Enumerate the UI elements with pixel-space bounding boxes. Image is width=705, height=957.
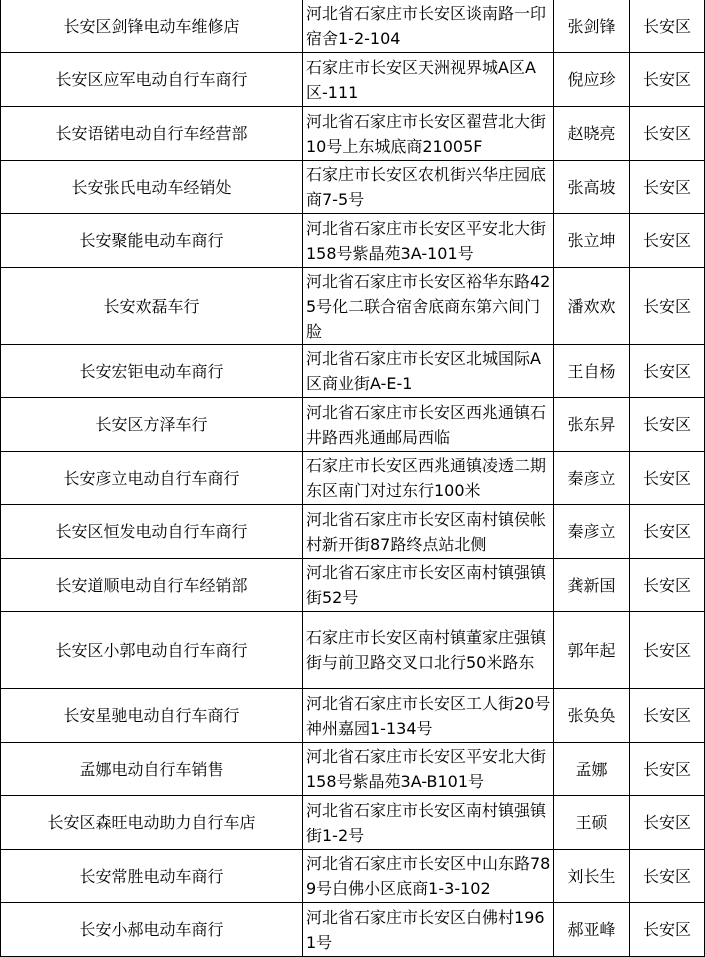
address-cell: 河北省石家庄市长安区平安北大街158号紫晶苑3A-B101号 [303, 743, 554, 796]
address-cell: 石家庄市长安区天洲视界城A区A区-111 [303, 53, 554, 107]
table-row [1, 214, 705, 268]
table-row [1, 161, 705, 214]
table-row [1, 743, 705, 796]
dealer-name-cell: 长安道顺电动自行车经销部 [1, 559, 303, 612]
table-row [1, 612, 705, 689]
district-cell: 长安区 [630, 107, 705, 161]
dealer-name-cell: 长安聚能电动车商行 [1, 214, 303, 268]
dealer-name-cell: 长安区森旺电动助力自行车店 [1, 796, 303, 850]
table-row [1, 53, 705, 107]
table-row [1, 268, 705, 345]
owner-cell: 张奂奂 [554, 689, 630, 743]
district-cell: 长安区 [630, 559, 705, 612]
table-row [1, 850, 705, 903]
district-cell: 长安区 [630, 0, 705, 53]
dealer-name-cell: 长安语锘电动自行车经营部 [1, 107, 303, 161]
address-cell: 石家庄市长安区农机街兴华庄园底商7-5号 [303, 161, 554, 214]
dealer-name-cell: 长安宏钜电动车商行 [1, 345, 303, 398]
dealer-name-cell: 长安星驰电动自行车商行 [1, 689, 303, 743]
dealer-name-cell: 长安区恒发电动自行车商行 [1, 505, 303, 559]
dealer-name-cell: 长安小郝电动车商行 [1, 903, 303, 957]
dealer-name-cell: 长安区应军电动自行车商行 [1, 53, 303, 107]
district-cell: 长安区 [630, 53, 705, 107]
address-cell: 河北省石家庄市长安区中山东路789号白佛小区底商1-3-102 [303, 850, 554, 903]
dealer-name-cell: 孟娜电动自行车销售 [1, 743, 303, 796]
table-row [1, 0, 705, 53]
owner-cell: 秦彦立 [554, 452, 630, 505]
address-cell: 河北省石家庄市长安区南村镇侯帐村新开街87路终点站北侧 [303, 505, 554, 559]
owner-cell: 龚新国 [554, 559, 630, 612]
table-row [1, 903, 705, 957]
owner-cell: 刘长生 [554, 850, 630, 903]
owner-cell: 王硕 [554, 796, 630, 850]
dealer-table-body [1, 0, 705, 957]
district-cell: 长安区 [630, 214, 705, 268]
table-row [1, 452, 705, 505]
address-cell: 石家庄市长安区南村镇董家庄强镇街与前卫路交叉口北行50米路东 [303, 612, 554, 689]
dealer-name-cell: 长安欢磊车行 [1, 268, 303, 345]
district-cell: 长安区 [630, 689, 705, 743]
district-cell: 长安区 [630, 345, 705, 398]
address-cell: 河北省石家庄市长安区工人街20号神州嘉园1-134号 [303, 689, 554, 743]
district-cell: 长安区 [630, 452, 705, 505]
district-cell: 长安区 [630, 743, 705, 796]
owner-cell: 倪应珍 [554, 53, 630, 107]
dealer-name-cell: 长安常胜电动车商行 [1, 850, 303, 903]
address-cell: 河北省石家庄市长安区西兆通镇石井路西兆通邮局西临 [303, 398, 554, 452]
address-cell: 石家庄市长安区西兆通镇凌透二期东区南门对过东行100米 [303, 452, 554, 505]
address-cell: 河北省石家庄市长安区北城国际A区商业街A-E-1 [303, 345, 554, 398]
dealer-name-cell: 长安张氏电动车经销处 [1, 161, 303, 214]
district-cell: 长安区 [630, 398, 705, 452]
address-cell: 河北省石家庄市长安区翟营北大街10号上东城底商21005F [303, 107, 554, 161]
owner-cell: 潘欢欢 [554, 268, 630, 345]
owner-cell: 王自杨 [554, 345, 630, 398]
owner-cell: 郭年起 [554, 612, 630, 689]
owner-cell: 赵晓亮 [554, 107, 630, 161]
owner-cell: 孟娜 [554, 743, 630, 796]
dealer-name-cell: 长安彦立电动自行车商行 [1, 452, 303, 505]
table-row [1, 107, 705, 161]
address-cell: 河北省石家庄市长安区平安北大街158号紫晶苑3A-101号 [303, 214, 554, 268]
district-cell: 长安区 [630, 850, 705, 903]
address-cell: 河北省石家庄市长安区白佛村1961号 [303, 903, 554, 957]
dealer-name-cell: 长安区方泽车行 [1, 398, 303, 452]
owner-cell: 张剑锋 [554, 0, 630, 53]
address-cell: 河北省石家庄市长安区南村镇强镇街1-2号 [303, 796, 554, 850]
table-row [1, 505, 705, 559]
district-cell: 长安区 [630, 612, 705, 689]
owner-cell: 张立坤 [554, 214, 630, 268]
dealer-name-cell: 长安区剑锋电动车维修店 [1, 0, 303, 53]
owner-cell: 秦彦立 [554, 505, 630, 559]
table-row [1, 796, 705, 850]
owner-cell: 郝亚峰 [554, 903, 630, 957]
dealer-name-cell: 长安区小郭电动自行车商行 [1, 612, 303, 689]
owner-cell: 张东昇 [554, 398, 630, 452]
address-cell: 河北省石家庄市长安区谈南路一印宿舍1-2-104 [303, 0, 554, 53]
table-row [1, 398, 705, 452]
district-cell: 长安区 [630, 796, 705, 850]
table-row [1, 689, 705, 743]
owner-cell: 张高坡 [554, 161, 630, 214]
district-cell: 长安区 [630, 505, 705, 559]
table-row [1, 345, 705, 398]
address-cell: 河北省石家庄市长安区南村镇强镇街52号 [303, 559, 554, 612]
district-cell: 长安区 [630, 903, 705, 957]
table-row [1, 559, 705, 612]
district-cell: 长安区 [630, 161, 705, 214]
district-cell: 长安区 [630, 268, 705, 345]
address-cell: 河北省石家庄市长安区裕华东路425号化二联合宿舍底商东第六间门脸 [303, 268, 554, 345]
